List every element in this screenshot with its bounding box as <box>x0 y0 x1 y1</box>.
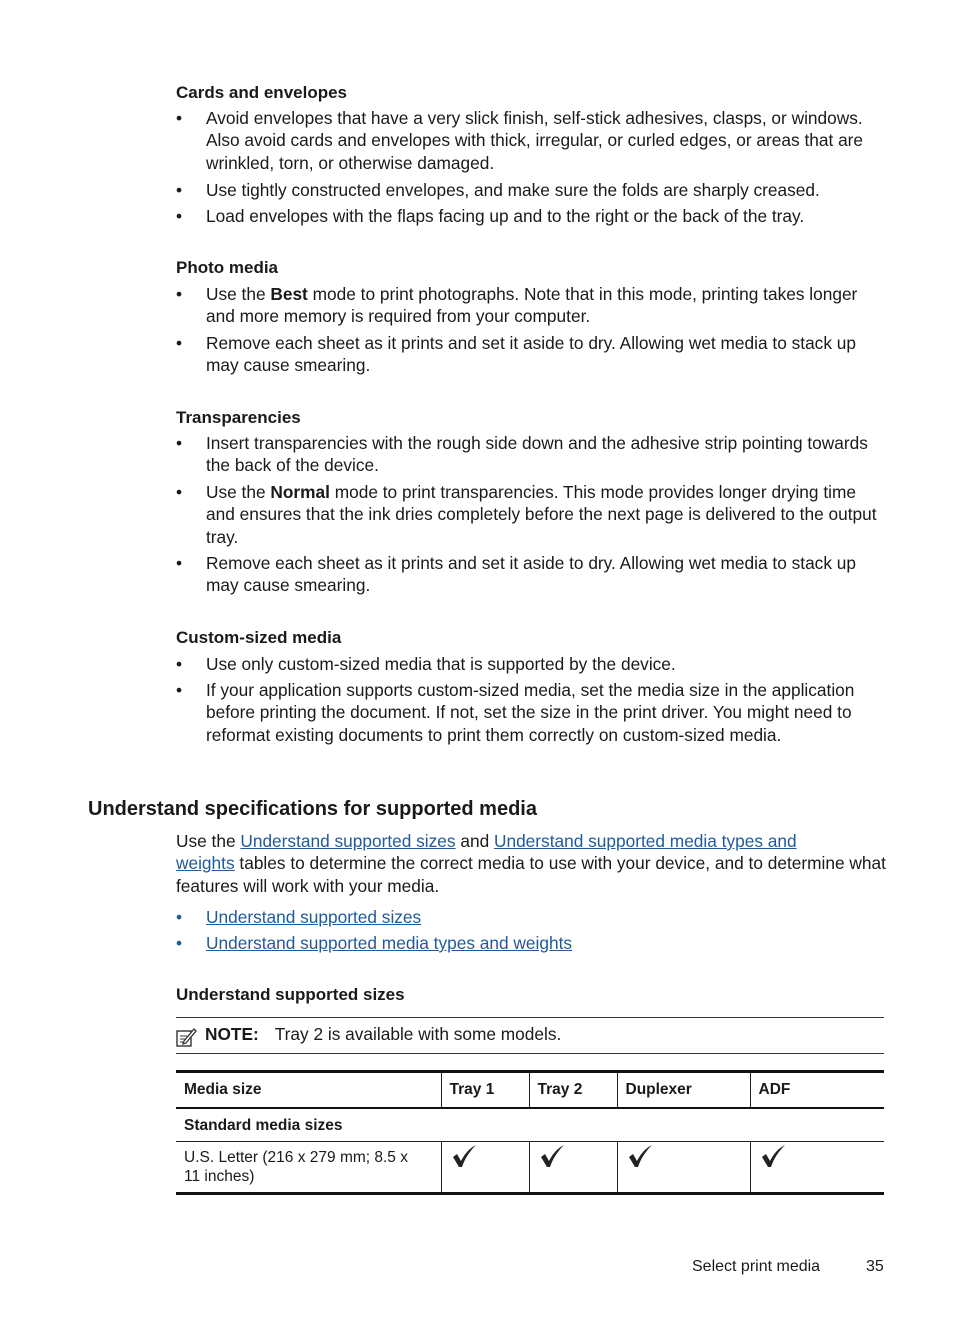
list-item-text: Load envelopes with the flaps facing up and to the right or the back of the tray. <box>206 206 805 226</box>
mode-normal: Normal <box>270 482 330 502</box>
list-item <box>176 107 886 174</box>
list-item <box>176 653 886 675</box>
list-item-text: Avoid envelopes that have a very slick finish, self-stick adhesives, clasps, or windows. Also avoid cards and envelopes with thick, irregular, or curled edges, or areas that are wrinkled, torn, or otherwise damaged. <box>206 108 864 173</box>
col-tray-2: Tray 2 <box>529 1072 617 1108</box>
list-item <box>176 481 886 548</box>
bullet: • <box>176 553 183 573</box>
spec-section-heading: Understand specifications for supported media <box>88 798 537 820</box>
photo-heading: Photo media <box>176 258 279 277</box>
col-adf: ADF <box>750 1072 884 1108</box>
link-supported-sizes[interactable]: Understand supported sizes <box>240 831 456 851</box>
col-media-size: Media size <box>176 1072 441 1108</box>
checkmark-icon <box>759 1144 787 1170</box>
list-item <box>176 332 886 377</box>
list-item-text: Use the Best mode to print photographs. Note that in this mode, printing takes longer and more memory is required from your computer. <box>206 284 858 327</box>
table-row <box>176 1142 884 1194</box>
spec-intro: Use the Understand supported sizes and Understand supported media types and weights tables to determine the correct media to use with your device, and to determine what features will work with your media. <box>176 831 886 896</box>
list-item <box>176 932 886 954</box>
checkmark-icon <box>538 1144 566 1170</box>
link-media-types-weights[interactable]: Understand supported media types and weights <box>206 933 573 953</box>
list-item-text: If your application supports custom-sized media, set the media size in the application before printing the document. If not, set the size in the print driver. You might need to reformat existing documents to print them correctly on custom-sized media. <box>206 680 855 745</box>
bullet: • <box>176 180 183 200</box>
adf-cell <box>750 1142 884 1194</box>
bullet: • <box>176 108 183 128</box>
list-item-text: Use only custom-sized media that is supported by the device. <box>206 654 676 674</box>
custom-heading: Custom-sized media <box>176 628 342 647</box>
bullet: • <box>176 433 183 453</box>
bullet: • <box>176 654 183 674</box>
list-item-text: Insert transparencies with the rough side down and the adhesive strip pointing towards the back of the device. <box>206 433 868 476</box>
bullet: • <box>176 206 183 226</box>
supported-sizes-table <box>176 1070 884 1195</box>
bullet: • <box>176 680 183 700</box>
list-item <box>176 906 886 928</box>
list-item-text: Use tightly constructed envelopes, and make sure the folds are sharply creased. <box>206 180 820 200</box>
list-item <box>176 679 886 746</box>
cards-heading: Cards and envelopes <box>176 83 348 102</box>
list-item <box>176 432 886 477</box>
table-header-row <box>176 1072 884 1108</box>
col-tray-1: Tray 1 <box>441 1072 529 1108</box>
link-supported-sizes[interactable]: Understand supported sizes <box>206 907 422 927</box>
footer-section-title: Select print media <box>692 1258 821 1275</box>
list-item-text: Remove each sheet as it prints and set it aside to dry. Allowing wet media to stack up may cause smearing. <box>206 333 856 376</box>
list-item <box>176 283 886 328</box>
bullet: • <box>176 333 183 353</box>
note-bottom-rule <box>176 1053 884 1054</box>
note-icon <box>175 1026 197 1048</box>
note-top-rule <box>176 1017 884 1018</box>
col-duplexer: Duplexer <box>617 1072 750 1108</box>
duplexer-cell <box>617 1142 750 1194</box>
tray-2-cell <box>529 1142 617 1194</box>
list-item <box>176 179 886 201</box>
media-size-cell: U.S. Letter (216 x 279 mm; 8.5 x 11 inches) <box>176 1142 441 1194</box>
link-media-types-weights[interactable]: Understand supported media types and <box>493 831 797 851</box>
list-item <box>176 205 886 227</box>
page-number: 35 <box>866 1258 884 1275</box>
bullet: • <box>176 482 183 502</box>
note-label: NOTE: <box>205 1024 259 1044</box>
list-item <box>176 552 886 597</box>
bullet: • <box>176 284 183 304</box>
tray-1-cell <box>441 1142 529 1194</box>
checkmark-icon <box>450 1144 478 1170</box>
group-standard-sizes: Standard media sizes <box>176 1108 884 1142</box>
bullet: • <box>176 907 183 927</box>
note-text: Tray 2 is available with some models. <box>274 1024 562 1044</box>
table-group-row <box>176 1108 884 1142</box>
bullet: • <box>176 933 183 953</box>
link-media-types-weights-cont[interactable]: weights <box>176 853 235 874</box>
list-item-text: Remove each sheet as it prints and set it aside to dry. Allowing wet media to stack up may cause smearing. <box>206 553 856 596</box>
note <box>205 1023 561 1045</box>
transparencies-heading: Transparencies <box>176 408 301 427</box>
checkmark-icon <box>626 1144 654 1170</box>
sizes-heading: Understand supported sizes <box>176 985 405 1004</box>
list-item-text: Use the Normal mode to print transparencies. This mode provides longer drying time and ensures that the ink dries completely before the next page is delivered to the output tray. <box>206 482 877 547</box>
mode-best: Best <box>270 284 308 304</box>
